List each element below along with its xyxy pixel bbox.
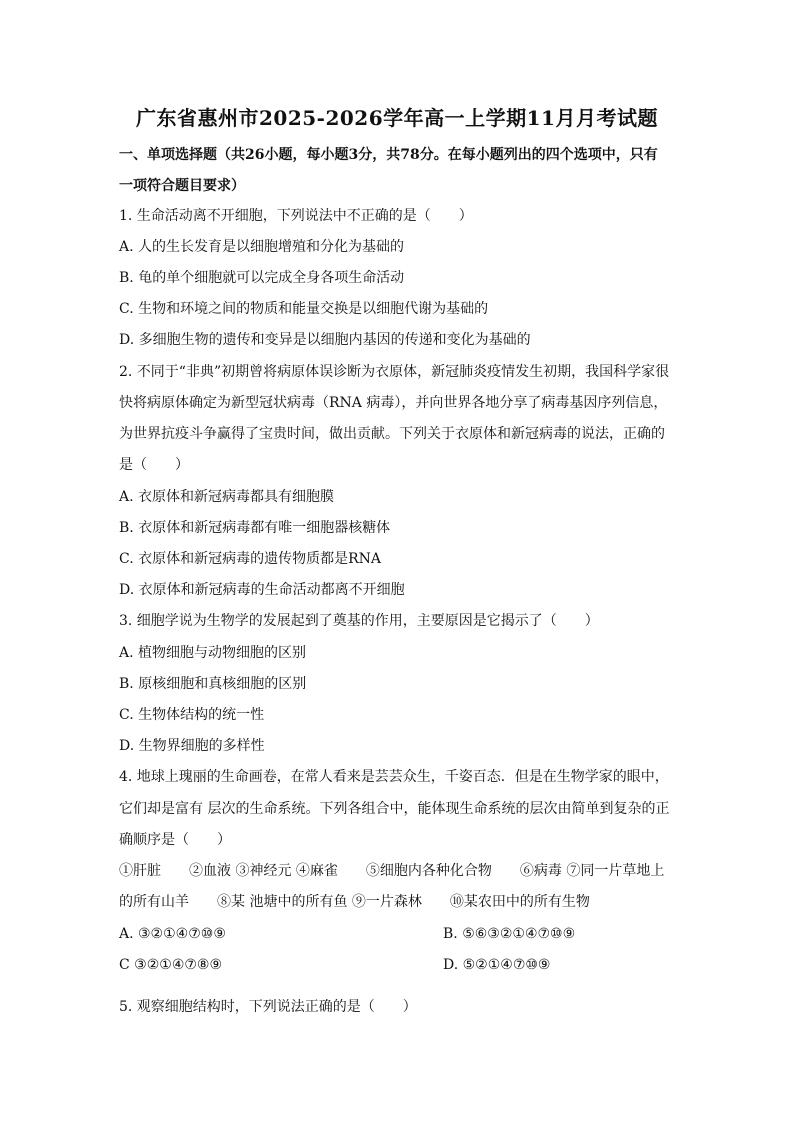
question-3-option-b: B. 原核细胞和真核细胞的区别: [119, 676, 307, 692]
question-4-stem-line-3: 确顺序是（ ）: [119, 832, 231, 848]
question-4-items-line-1: ①肝脏 ②血液 ③神经元 ④麻雀 ⑤细胞内各种化合物 ⑥病毒 ⑦同一片草地上: [119, 863, 665, 879]
question-2-stem-line-2: 快将病原体确定为新型冠状病毒（RNA 病毒），并向世界各地分享了病毒基因序列信息，: [119, 395, 668, 411]
question-4-option-a: A. ③②①④⑦⑩⑨: [119, 926, 226, 942]
question-2-stem-line-1: 2. 不同于“非典”初期曾将病原体误诊断为衣原体，新冠肺炎疫情发生初期，我国科学家很: [119, 364, 670, 380]
page-title: 广东省惠州市2025-2026学年高一上学期11月月考试题: [136, 106, 658, 130]
question-3-option-d: D. 生物界细胞的多样性: [119, 738, 265, 754]
question-1-option-d: D. 多细胞生物的遗传和变异是以细胞内基因的传递和变化为基础的: [119, 332, 531, 348]
section-heading-line-2: 一项符合题目要求）: [119, 178, 245, 194]
question-4-stem-line-2: 它们却是富有 层次的生命系统。下列各组合中，能体现生命系统的层次由简单到复杂的正: [119, 801, 670, 817]
question-2-option-b: B. 衣原体和新冠病毒都有唯一细胞器核糖体: [119, 520, 391, 536]
section-heading-line-1: 一、单项选择题（共26小题，每小题3分，共78分。在每小题列出的四个选项中，只有: [119, 147, 658, 163]
question-2-stem-line-3: 为世界抗疫斗争赢得了宝贵时间，做出贡献。下列关于衣原体和新冠病毒的说法，正确的: [119, 426, 665, 442]
question-1-option-a: A. 人的生长发育是以细胞增殖和分化为基础的: [119, 239, 405, 255]
question-4-stem-line-1: 4. 地球上瑰丽的生命画卷，在常人看来是芸芸众生，千姿百态．但是在生物学家的眼中，: [119, 769, 669, 785]
question-5-stem: 5. 观察细胞结构时，下列说法正确的是（ ）: [119, 999, 417, 1015]
question-4-option-b: B. ⑤⑥③②①④⑦⑩⑨: [443, 926, 576, 942]
question-3-option-c: C. 生物体结构的统一性: [119, 707, 265, 723]
question-1-stem: 1. 生命活动离不开细胞，下列说法中不正确的是（ ）: [119, 208, 473, 224]
question-1-option-c: C. 生物和环境之间的物质和能量交换是以细胞代谢为基础的: [119, 301, 489, 317]
question-3-option-a: A. 植物细胞与动物细胞的区别: [119, 645, 307, 661]
question-4-items-line-2: 的所有山羊 ⑧某 池塘中的所有鱼 ⑨一片森林 ⑩某农田中的所有生物: [119, 894, 590, 910]
question-2-option-d: D. 衣原体和新冠病毒的生命活动都离不开细胞: [119, 582, 405, 598]
question-2-option-a: A. 衣原体和新冠病毒都具有细胞膜: [119, 489, 335, 505]
question-4-option-c: C ③②①④⑦⑧⑨: [119, 957, 223, 973]
question-2-stem-line-4: 是（ ）: [119, 457, 189, 473]
question-1-option-b: B. 龟的单个细胞就可以完成全身各项生命活动: [119, 270, 405, 286]
question-4-option-d: D. ⑤②①④⑦⑩⑨: [443, 957, 551, 973]
question-2-option-c: C. 衣原体和新冠病毒的遗传物质都是RNA: [119, 551, 382, 567]
question-3-stem: 3. 细胞学说为生物学的发展起到了奠基的作用，主要原因是它揭示了（ ）: [119, 613, 599, 629]
